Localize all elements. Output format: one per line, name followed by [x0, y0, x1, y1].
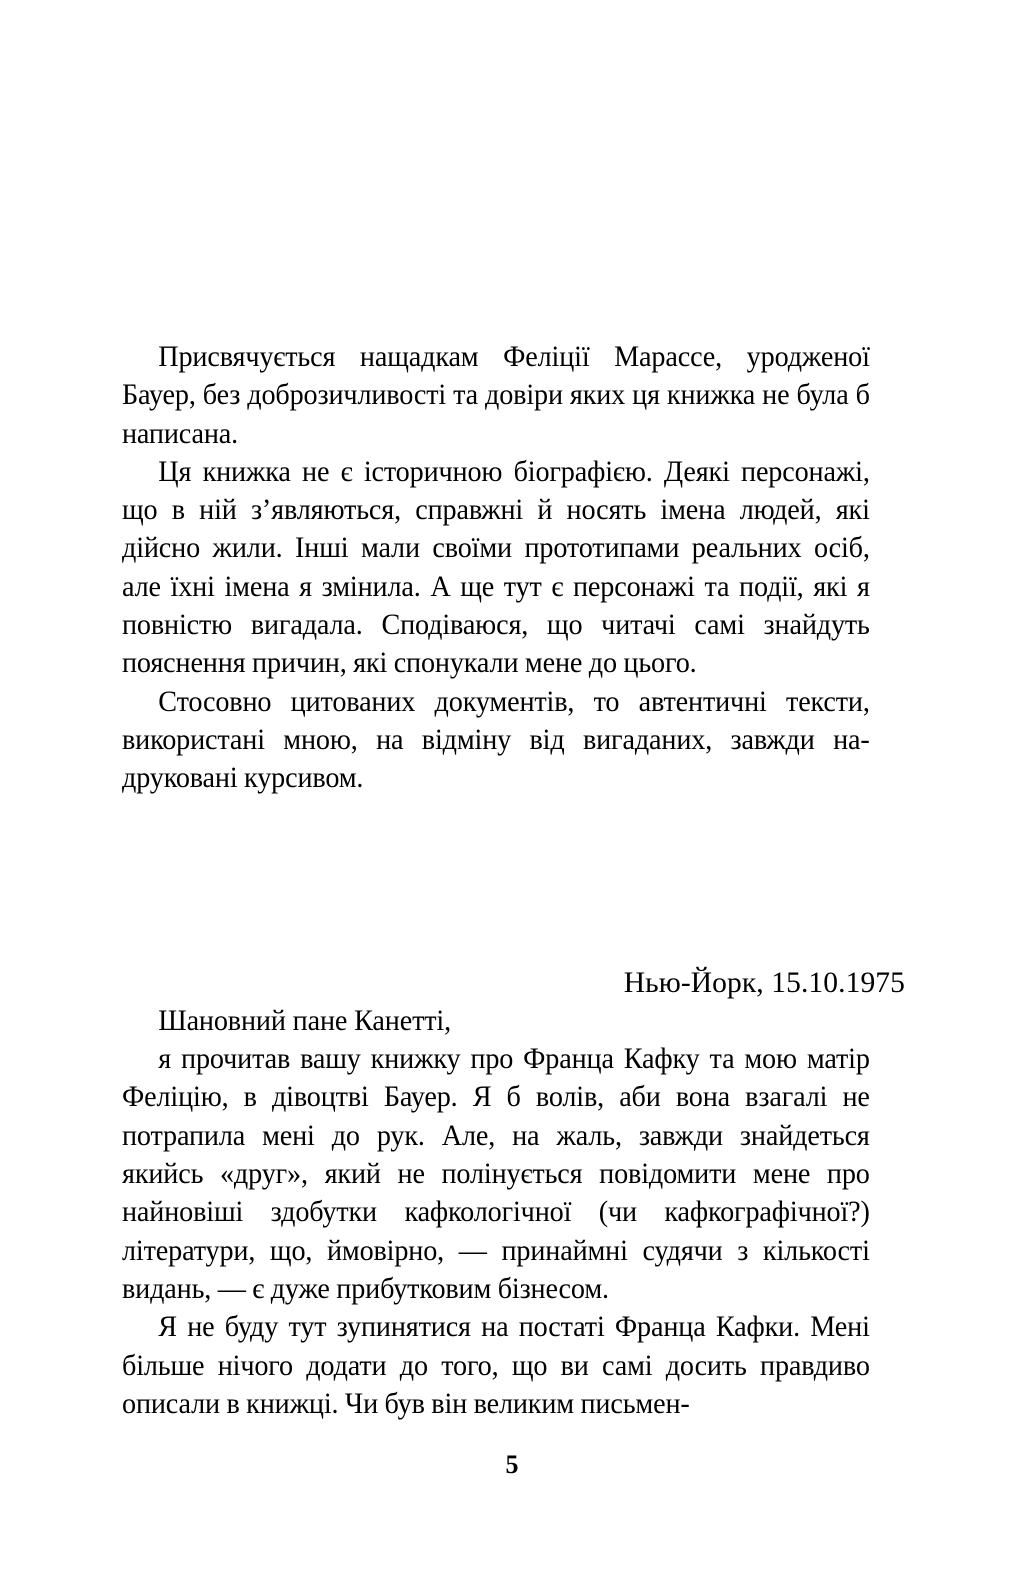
letter-paragraph-1: я прочитав вашу книжку про Франца Кафку та мою матір Феліцію, в дівоцтві Бауер. Я б волів, аби вона взагалі не потрапила мені до рук. Але, на жаль, завжди знайдеться якийсь «друг», який не полінується повідомити мене про найновіші здобутки кафкологічної (чи кафкографічної?) літератури, що, ймовірно, — принаймні судячи з кількості видань, — є дуже прибутковим бізнесом.	[122, 1043, 870, 1305]
preface-paragraph-3: Стосовно цитованих документів, то автентичні тексти, використані мною, на відміну від вигаданих, завжди надруковані курсивом.	[122, 685, 870, 795]
preface-paragraph-2: Ця книжка не є історичною біографією. Деякі персонажі, що в ній з’являються, справжні й носять імена людей, які дійсно жили. Інші мали своїми прототипами реальних осіб, але їхні імена я змінила. А ще тут є персонажі та події, які я повністю вигадала. Сподіваюся, що читачі самі знайдуть пояснення причин, які спонукали мене до цього.	[122, 455, 870, 680]
preface-paragraph-1: Присвячується нащадкам Феліції Марассе, уродженої Бауер, без доброзичливості та довіри яких ця книжка не була б написана.	[122, 341, 870, 450]
letter-dateline: Нью-Йорк, 15.10.1975	[623, 966, 905, 999]
text-column	[122, 338, 905, 1423]
letter-paragraph-2: Я не буду тут зупинятися на постаті Франца Кафки. Мені більше нічого додати до того, що ви самі досить правдиво описали в книжці. Чи був він великим письмен-	[122, 1311, 870, 1420]
section-spacer	[122, 798, 905, 964]
page-number: 5	[505, 1450, 519, 1479]
letter-salutation: Шановний пане Канетті,	[158, 1004, 452, 1037]
